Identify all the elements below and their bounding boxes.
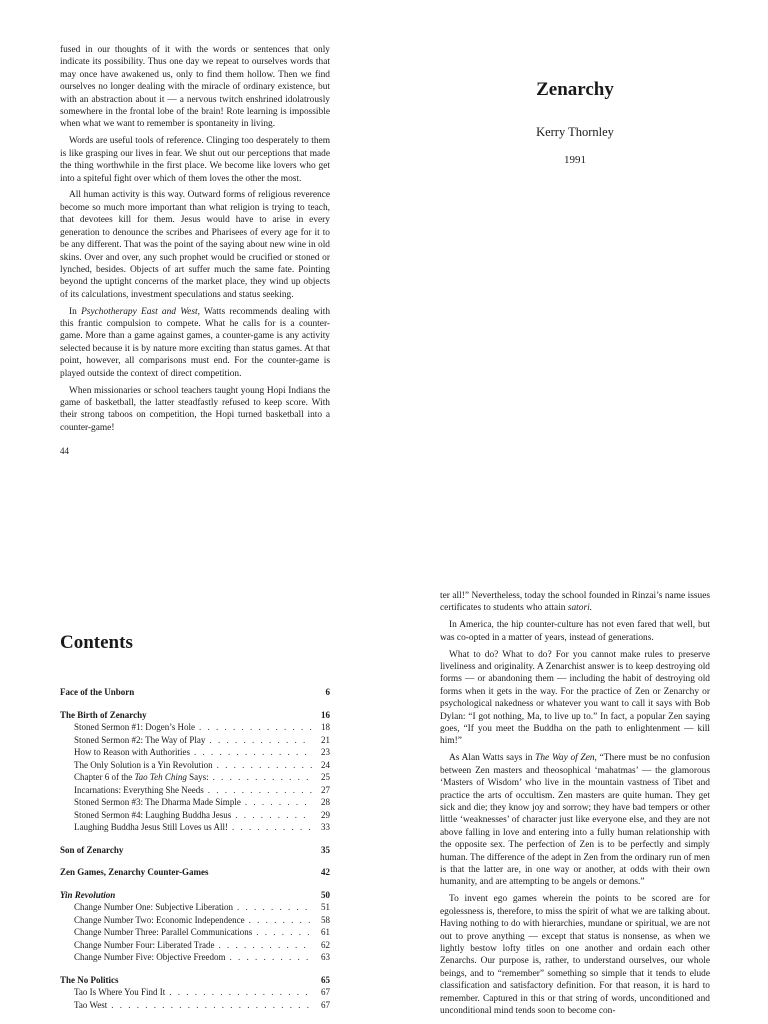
- page-number: 44: [60, 446, 69, 457]
- paragraph: [440, 619, 710, 644]
- toc-section: [60, 901, 330, 914]
- toc-section: [60, 914, 330, 927]
- toc-leader-dots: [249, 914, 312, 927]
- toc-group: [60, 844, 330, 857]
- toc-page-number: 50: [321, 889, 330, 900]
- toc-group: [60, 974, 330, 1012]
- toc-page-number: 16: [321, 709, 330, 720]
- right-page: [440, 590, 710, 1022]
- italic-text: satori.: [567, 603, 593, 614]
- toc-page-number: 28: [321, 797, 330, 807]
- paragraph: [440, 893, 710, 1017]
- toc-leader-dots: [194, 746, 312, 759]
- toc-page-number: 18: [321, 722, 330, 732]
- toc-page-number: 21: [321, 734, 330, 745]
- toc-section: [60, 999, 330, 1012]
- toc-group: [60, 686, 330, 699]
- text-run: What to do? What to do? For you cannot make rules to preserve liveliness and originality. A Zenarchist answer is to keep destroying old forms — or abandoning them — including the habit of destroying old forms when it gets in the way. For the practice of Zen or Zenarchy or psychological nakedness or whatever you want to call it says with Bob Dylan: “I got nothing, Ma, to live up to.” In fact, a popular Zen saying goes, “If you meet the Buddha on the path to enlightenment — kill him!”: [440, 649, 710, 747]
- toc-entry-title: Tao Is Where You Find It: [74, 987, 166, 997]
- toc-leader-dots: [213, 771, 312, 784]
- toc-group: [60, 709, 330, 834]
- paragraph: [60, 44, 330, 131]
- toc-section: [60, 926, 330, 939]
- text-run: Watts recommends dealing with this frantic compulsion to compete. What he calls for is a counter-game. More than a game against games, a counter-game is any activity selected because it is by nature more exciting than status games. At that point, however, all comparisons must end. For the counter-game is played outside the context of direct competition.: [60, 306, 331, 379]
- text-run: As Alan Watts says in: [449, 753, 536, 764]
- toc-entry-title: Incarnations: Everything She Needs: [74, 784, 204, 795]
- text-run: fused in our thoughts of it with the words or sentences that only indicate its possibility. Thus one day we repeat to ourselves words that may once have awakened us, only to find them hollow. Then we find ourselves no longer dealing with the miracle of ordinary existence, but with an abstraction about it — a nervous twitch enshrined idolatrously somewhere in the frontal lobe of the brain! Rote learning is impossible when what we want to remember is spontaneity in living.: [60, 45, 330, 130]
- toc-leader-dots: [237, 901, 312, 914]
- toc-group: [60, 866, 330, 879]
- toc-chapter: [60, 866, 330, 879]
- paragraph: [440, 590, 710, 615]
- paragraph: [60, 189, 330, 301]
- toc-leader-dots: [235, 809, 312, 822]
- contents-page: [60, 632, 330, 1021]
- toc-page-number: 33: [321, 822, 330, 832]
- toc-leader-dots: [208, 784, 312, 797]
- paragraph: [60, 135, 330, 185]
- contents-heading: Contents: [60, 632, 133, 653]
- toc-section: [60, 784, 330, 797]
- book-title: Zenarchy: [536, 79, 614, 100]
- toc-entry-title: Change Number Three: Parallel Communications: [74, 927, 253, 937]
- toc-page-number: 58: [321, 914, 330, 925]
- toc-page-number: 29: [321, 809, 330, 820]
- toc-section: [60, 951, 330, 964]
- toc-leader-dots: [111, 999, 312, 1012]
- toc-leader-dots: [229, 951, 312, 964]
- toc-leader-dots: [199, 721, 312, 734]
- toc-page-number: 42: [321, 867, 330, 877]
- paragraph: [440, 649, 710, 748]
- paragraph: [440, 752, 710, 888]
- toc-leader-dots: [209, 734, 312, 747]
- toc-entry-title: Chapter 6 of the Tao Teh Ching Says:: [74, 772, 209, 782]
- toc-page-number: 62: [321, 939, 330, 950]
- toc-chapter: [60, 686, 330, 699]
- text-run: In: [69, 306, 82, 317]
- text-run: When missionaries or school teachers taught young Hopi Indians the game of basketball, the latter steadfastly refused to keep score. With their strong taboos on competition, the Hopi turned basketball into a counter-game!: [60, 385, 330, 433]
- toc-leader-dots: [256, 926, 312, 939]
- paragraph: [60, 385, 330, 435]
- toc-entry-title: The Only Solution is a Yin Revolution: [74, 759, 213, 770]
- toc-entry-title: Face of the Unborn: [60, 687, 135, 697]
- paragraph: [60, 306, 330, 380]
- toc-section: [60, 759, 330, 772]
- book-year: 1991: [564, 154, 586, 166]
- toc-section: [60, 939, 330, 952]
- toc-entry-title: Zen Games, Zenarchy Counter-Games: [60, 867, 209, 877]
- toc-page-number: 65: [321, 974, 330, 985]
- toc-section: [60, 734, 330, 747]
- text-run: To invent ego games wherein the points to be scored are for egolessness is, therefore, to miss the spirit of what we are talking about. Having nothing to do with hierarchies, mundane or spiritual, we are not out to prove anything — except that status is nonsense, as when we lightly bestow lofty titles on one another and ordain each other Zenarchs. Our purpose is, rather, to understand ourselves, our whole beings, and to “remember” something so simple that it tends to elude classification and satisfactory definition. For that reason, it is hard to remember. Captured in this or that string of words, unconditioned and unconditional mind tends soon to become con-: [440, 894, 710, 1016]
- toc-page-number: 51: [321, 902, 330, 912]
- toc-entry-title: Change Number Four: Liberated Trade: [74, 939, 215, 950]
- toc-page-number: 35: [321, 844, 330, 855]
- toc-leader-dots: [232, 821, 312, 834]
- toc-page-number: 63: [321, 952, 330, 962]
- toc-entry-title: Son of Zenarchy: [60, 844, 124, 855]
- text-run: All human activity is this way. Outward forms of religious reverence become so much more important than what religion is trying to teach, that devotees kill for them. Jesus would have to arise in every generation to denounce the scribes and Pharisees of every age for it to be any different. That was the point of the saying about new wine in old skins. Over and over, any such prophet would be crucified or stoned or lynched, besides. Objects of art suffer much the same fate. Pointing beyond the uptight concerns of the market place, they wind up objects of its calculations, investment speculations and status seeking.: [60, 190, 330, 300]
- book-author: Kerry Thornley: [536, 125, 614, 139]
- toc-section: [60, 746, 330, 759]
- toc-leader-dots: [217, 759, 312, 772]
- toc-entry-title: Laughing Buddha Jesus Still Loves us All!: [74, 822, 228, 832]
- toc-page-number: 67: [321, 987, 330, 997]
- toc-entry-title: How to Reason with Authorities: [74, 747, 190, 757]
- right-page-text: [440, 590, 710, 1017]
- toc-entry-title: Stoned Sermon #3: The Dharma Made Simple: [74, 797, 241, 807]
- toc-section: [60, 809, 330, 822]
- toc-list: [60, 686, 330, 1011]
- italic-text: The Way of Zen,: [535, 753, 597, 764]
- toc-entry-title: Yin Revolution: [60, 889, 116, 900]
- toc-chapter: [60, 889, 330, 902]
- toc-page-number: 27: [321, 784, 330, 795]
- toc-leader-dots: [245, 796, 312, 809]
- toc-entry-title: Stoned Sermon #2: The Way of Play: [74, 734, 206, 745]
- toc-section: [60, 721, 330, 734]
- toc-chapter: [60, 709, 330, 722]
- toc-page-number: 61: [321, 927, 330, 937]
- toc-entry-title: The No Politics: [60, 974, 119, 985]
- toc-section: [60, 986, 330, 999]
- left-page: [60, 44, 330, 456]
- text-run: Words are useful tools of reference. Clinging too desperately to them is like grasping our lives in fear. We shut out our perceptions that made the thing worthwhile in the first place. We become like lovers who get into a spiteful fight over which of them loves the other the most.: [60, 136, 330, 184]
- title-page: [440, 44, 710, 166]
- toc-page-number: 25: [321, 772, 330, 782]
- toc-page-number: 23: [321, 747, 330, 757]
- toc-entry-title: Change Number One: Subjective Liberation: [74, 902, 233, 912]
- toc-section: [60, 771, 330, 784]
- toc-entry-title: Change Number Five: Objective Freedom: [74, 952, 226, 962]
- left-page-text: [60, 44, 330, 434]
- toc-page-number: 6: [325, 687, 330, 697]
- toc-leader-dots: [218, 939, 312, 952]
- toc-leader-dots: [169, 986, 312, 999]
- toc-page-number: 67: [321, 999, 330, 1010]
- toc-section: [60, 796, 330, 809]
- toc-chapter: [60, 844, 330, 857]
- toc-entry-title: Tao West: [74, 999, 108, 1010]
- toc-section: [60, 821, 330, 834]
- toc-chapter: [60, 974, 330, 987]
- toc-entry-title: The Birth of Zenarchy: [60, 709, 147, 720]
- toc-entry-title: Stoned Sermon #1: Dogen’s Hole: [74, 722, 195, 732]
- toc-page-number: 24: [321, 759, 330, 770]
- italic-text: Psychotherapy East and West,: [81, 306, 200, 317]
- toc-group: [60, 889, 330, 964]
- text-run: In America, the hip counter-culture has not even fared that well, but was co-opted in a matter of years, instead of generations.: [440, 620, 710, 643]
- toc-entry-title: Change Number Two: Economic Independence: [74, 914, 245, 925]
- text-run: ter all!” Nevertheless, today the school founded in Rinzai’s name issues certificates to students who attain: [440, 591, 710, 614]
- text-run: “There must be no confusion between Zen masters and theosophical ‘mahatmas’ — the glamorous ‘Masters of Wisdom’ who live in the mountain vastness of Tibet and practice the arts of occultism. Zen masters are quite human. They get sick and die; they know joy and sorrow; they have bad tempers or other little ‘weaknesses’ of character just like everyone else, and they are not above falling in love and entering into a fully human relationship with the opposite sex. The perfection of Zen is to be perfectly and simply human. The difference of the adept in Zen from the ordinary run of men is that the latter are, in one way or another, at odds with their own humanity, and are attempting to be angels or demons.”: [440, 753, 710, 888]
- toc-entry-title: Stoned Sermon #4: Laughing Buddha Jesus: [74, 809, 232, 820]
